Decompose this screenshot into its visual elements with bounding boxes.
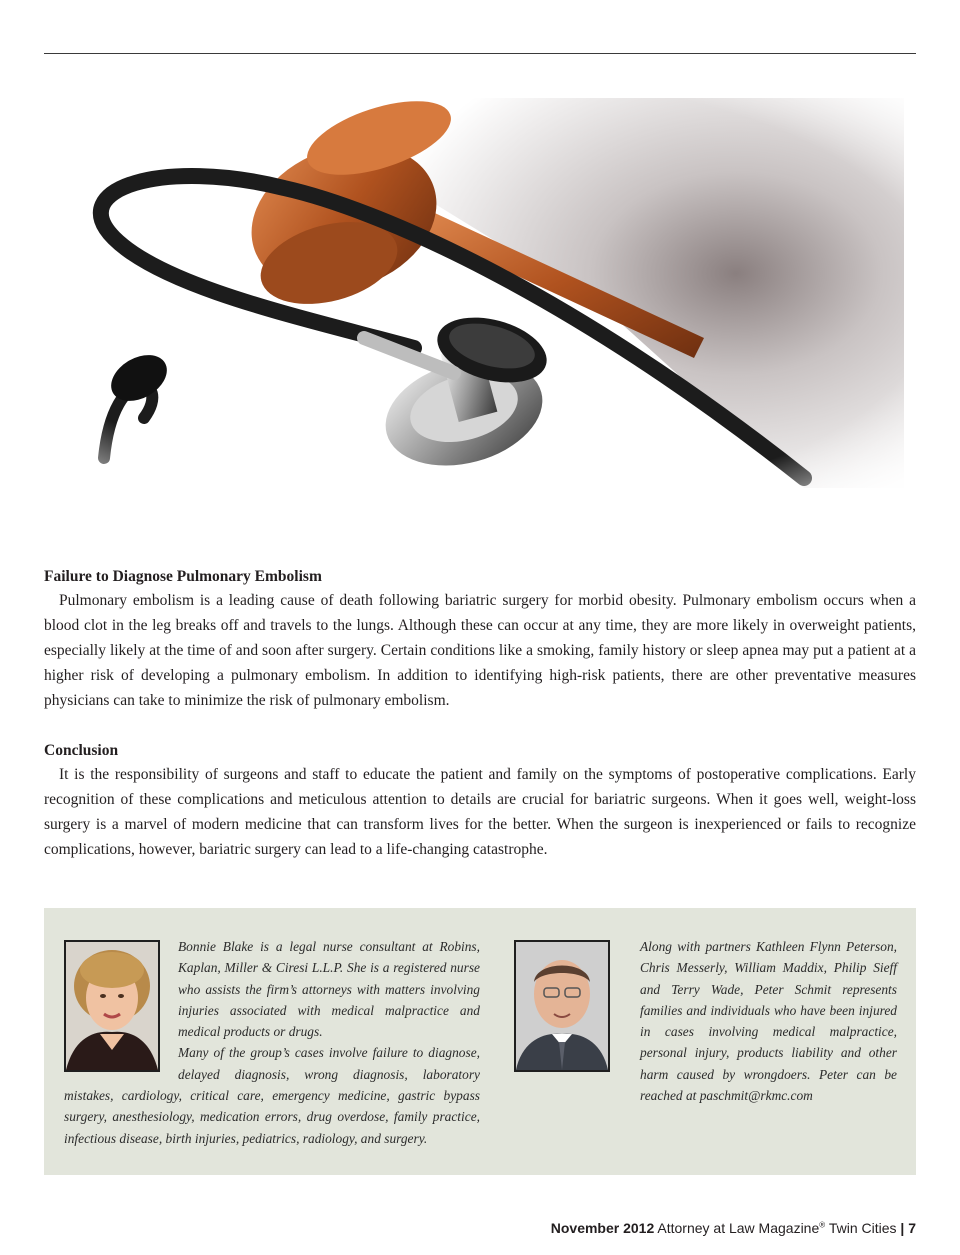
footer-edition: Twin Cities	[828, 1220, 897, 1236]
bio-paragraph: Bonnie Blake is a legal nurse consultant at Robins, Kaplan, Miller & Ciresi L.L.P. She is a registered nurse who assists the firm’s attorneys with matters involving injuries associated with medical malpractice and medical products or drugs.	[178, 939, 480, 1040]
article-body	[44, 566, 916, 862]
registered-mark: ®	[819, 1220, 826, 1230]
gavel-and-stethoscope-photo	[44, 88, 916, 498]
author-bios-panel	[44, 908, 916, 1175]
footer-date: November 2012	[550, 1220, 655, 1236]
bio-peter-schmit	[640, 936, 897, 1106]
section-paragraph: It is the responsibility of surgeons and staff to educate the patient and family on the symptoms of postoperative complications. Early recognition of these complications and meticulous attention to details are crucial for bariatric surgeons. When it goes well, weight-loss surgery is a marvel of modern medicine that can transform lives for the better. When the surgeon is inexperienced or fails to recognize complications, however, bariatric surgery can lead to a life-changing catastrophe.	[44, 766, 916, 858]
top-rule	[44, 53, 916, 54]
author-photo-peter-schmit	[514, 940, 610, 1072]
section-paragraph: Pulmonary embolism is a leading cause of death following bariatric surgery for morbid obesity. Pulmonary embolism occurs when a blood clot in the leg breaks off and travels to the lungs. Although these can occur at any time, they are more likely in overweight patients, especially likely at the time of and soon after surgery. Certain conditions like a smoking, family history or sleep apnea may put a patient at a higher risk of developing a pulmonary embolism. In addition to identifying high-risk patients, there are other preventative measures physicians can take to minimize the risk of pulmonary embolism.	[44, 592, 916, 709]
page-footer	[551, 1220, 916, 1236]
footer-magazine: Attorney at Law Magazine	[657, 1220, 820, 1236]
bio-bonnie-blake	[64, 936, 480, 1149]
hero-image	[44, 88, 916, 498]
bio-paragraph: Many of the group’s cases involve failure to diagnose, delayed diagnosis, wrong diagnosis, laboratory mistakes, cardiology, critical care, emergency medicine, gastric bypass surgery, anesthesiology, medication errors, drug overdose, family practice, infectious disease, birth injuries, pediatrics, radiology, and surgery.	[64, 1045, 480, 1146]
footer-separator: |	[900, 1220, 905, 1236]
page-number: 7	[908, 1220, 916, 1236]
section-heading: Failure to Diagnose Pulmonary Embolism	[44, 568, 322, 585]
section-pulmonary-embolism	[44, 566, 916, 713]
author-photo-bonnie-blake	[64, 940, 160, 1072]
bio-paragraph: Along with partners Kathleen Flynn Peterson, Chris Messerly, William Maddix, Philip Sieff and Terry Wade, Peter Schmit represents families and individuals who have been injured in cases involving medical malpractice, personal injury, products liability and other harm caused by wrongdoers. Peter can be reached at paschmit@rkmc.com	[640, 939, 897, 1104]
section-conclusion	[44, 740, 916, 862]
section-heading: Conclusion	[44, 742, 119, 759]
